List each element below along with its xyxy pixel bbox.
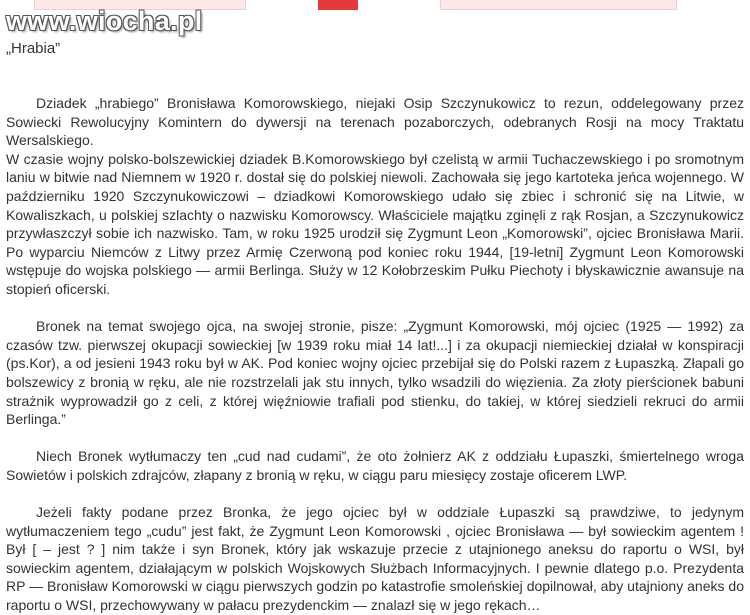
paragraph-3: Bronek na temat swojego ojca, na swojej stronie, pisze: „Zygmunt Komorowski, mój ojciec (1925 — 1992) za czasów tzw. pierwszej okupacji sowieckiej [w 1939 roku miał 14 lat!...] i za okupacji niemieckiej działał w konspiracji (ps.Kor), a od jesieni 1943 roku był w AK. Pod koniec wojny ojciec przebijał się do Polski razem z Łupaszką. Złapali go bolszewicy z bronią w ręku, ale nie rozstrzelali jak stu innych, tylko wsadzili do więzienia. Za złoty pierścionek babuni strażnik wyprowadził go z celi, z której więźniowie trafiali pod stienku, do takiej, w której siedzieli rekruci do armii Berlinga.” <box>6 318 744 428</box>
article-title: „Hrabia” <box>6 40 61 57</box>
watermark: www.wiocha.pl <box>6 6 203 36</box>
paragraph-5: Jeżeli fakty podane przez Bronka, że jego ojciec był w oddziale Łupaszki są prawdziwe, to jedynym wytłumaczeniem tego „cudu” jest fakt, że Zygmunt Leon Komorowski , ojciec Bronisława — był sowieckim agentem ! Był [ – jest ? ] nim także i syn Bronek, który jak wskazuje przecie z utajnionego aneksu do raportu o WSI, był sowieckim agentem, działającym w polskich Wojskowych Służbach Informacyjnych. I pewnie dlatego p.o. Prezydenta RP — Bronisław Komorowski w ciągu pierwszych godzin po katastrofie smoleńskiej dopilnował, aby utajniony aneks do raportu o WSI, przechowywany w pałacu prezydenckim — znalazł się w jego rękach… <box>6 504 744 614</box>
paragraph-1: Dziadek „hrabiego” Bronisława Komorowskiego, niejaki Osip Szczynukowicz to rezun, oddelegowany przez Sowiecki Rewolucyjny Komintern do dywersji na terenach pozaborczych, odebranych Rosji na mocy Traktatu Wersalskiego. <box>6 95 744 149</box>
paragraph-2: W czasie wojny polsko-bolszewickiej dziadek B.Komorowskiego był czelistą w armii Tuchaczewskiego i po sromotnym laniu w bitwie nad Niemnem w 1920 r. dostał się do polskiej niewoli. Zachowała się jego kartoteka jeńca wojennego. W październiku 1920 Szczynukowiczowi – dziadkowi Komorowskiego udało się zbiec i schronić się na Litwie, w Kowaliszkach, u polskiej szlachty o nazwisku Komorowscy. Właściciele majątku zginęli z rąk Rosjan, a Szczynukowicz przywłaszczył sobie ich nazwisko. Tam, w roku 1925 urodził się Zygmunt Leon „Komorowski”, ojciec Bronisława Marii. Po wyparciu Niemców z Litwy przez Armię Czerwoną pod koniec roku 1944, [19-letni] Zygmunt Leon Komorowski wstępuje do wojska polskiego — armii Berlinga. Służy w 12 Kołobrzeskim Pułku Piechoty i błyskawicznie awansuje na stopień oficerski. <box>6 150 744 297</box>
article-body <box>6 94 744 615</box>
header-banner-right <box>440 0 677 10</box>
paragraph-4: Niech Bronek wytłumaczy ten „cud nad cudami”, że oto żołnierz AK z oddziału Łupaszki, śmiertelnego wroga Sowietów i polskich zdrajców, złapany z bronią w ręku, w ciągu paru miesięcy zostaje oficerem LWP. <box>6 448 744 483</box>
header-red-block <box>318 0 358 10</box>
